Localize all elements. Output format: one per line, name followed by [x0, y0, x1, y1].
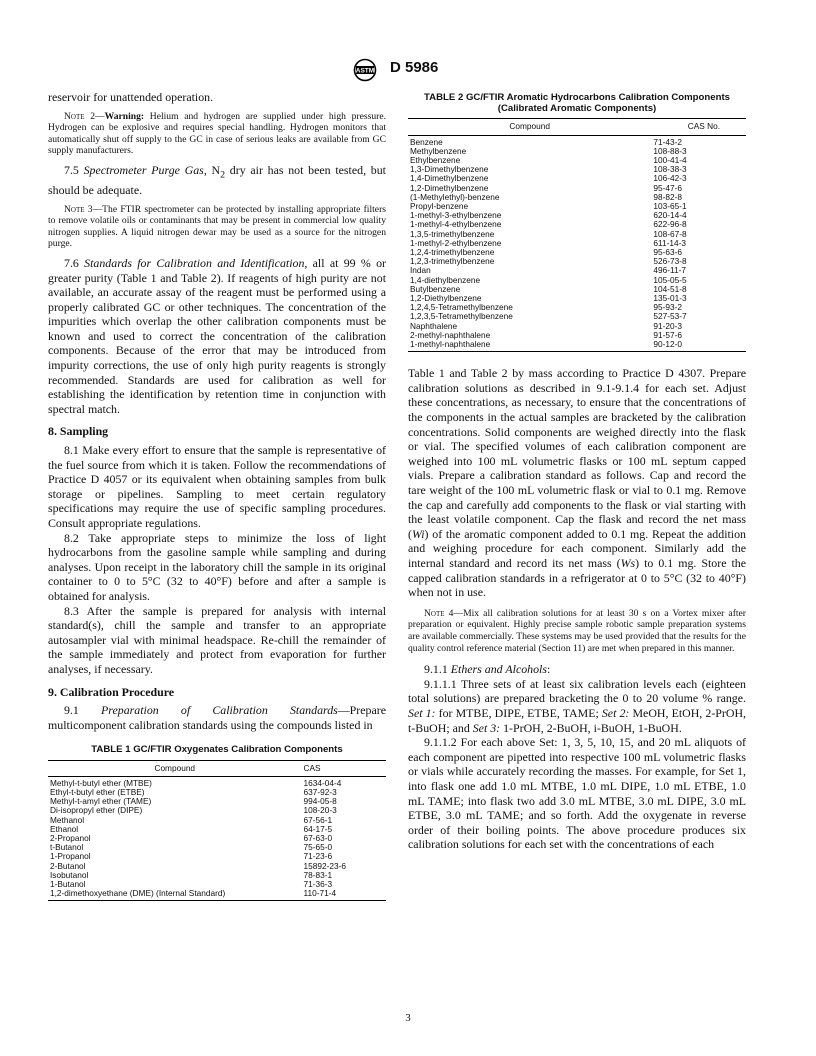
cell-compound: 1-Butanol	[50, 878, 86, 889]
section-text: —Prepare multicomponent calibration standards using the compounds listed in	[48, 703, 386, 732]
cell-compound: 2-methyl-naphthalene	[410, 329, 491, 340]
variable-ws: Ws	[620, 556, 636, 570]
table-body	[48, 776, 386, 901]
cell-cas: 1634-04-4	[303, 777, 342, 788]
section-number: 7.5	[64, 162, 79, 177]
section-text: , all at 99 % or greater purity (Table 1 and Table 2). If reagents of high purity are not available, an accurate assay of the reagent must be performed using a properly calibrated GC or other techniques. The concentration of the impurities which overlap the other calibration components must be known and used to correct the concentration of the calibration components. Because of the error that may be introduced from impurity corrections, the use of only high purity reagents is strongly recommended. Standards are used for calibration as well for establishing the identification by retention time in conjunction with spectral match.	[48, 255, 386, 416]
cell-cas: 64-17-5	[303, 823, 333, 834]
cell-compound: 1-methyl-3-ethylbenzene	[410, 210, 502, 221]
cell-compound: 1,2-Diethylbenzene	[410, 293, 482, 304]
section-title: Preparation of Calibration Standards	[101, 703, 338, 718]
cell-compound: 1,2,4,5-Tetramethylbenzene	[410, 302, 513, 313]
section-7-5	[48, 163, 386, 198]
cell-compound: 2-Propanol	[50, 832, 91, 843]
cell-cas: 108-67-8	[653, 228, 687, 239]
cell-compound: Methanol	[50, 814, 85, 825]
cell-compound: Benzene	[410, 136, 443, 147]
table-2	[408, 92, 746, 352]
set-label: Set 3:	[472, 720, 501, 735]
cell-compound: Butylbenzene	[410, 283, 461, 294]
cell-cas: 91-20-3	[653, 320, 682, 331]
cell-cas: 90-12-0	[651, 340, 746, 352]
cell-cas: 71-36-3	[303, 878, 333, 889]
cell-cas: 994-05-8	[303, 796, 337, 807]
table-row	[48, 816, 386, 825]
table-row	[48, 825, 386, 834]
section-text: , N	[203, 162, 221, 177]
section-number: 7.6	[64, 255, 79, 270]
cell-compound: Ethanol	[50, 823, 79, 834]
cell-compound: Methyl-t-amyl ether (TAME)	[50, 796, 152, 807]
cell-compound: 1-methyl-naphthalene	[408, 340, 651, 352]
table-row	[48, 806, 386, 815]
table-row	[48, 871, 386, 880]
paragraph: reservoir for unattended operation.	[48, 90, 214, 104]
section-title: Spectrometer Purge Gas	[83, 162, 204, 177]
cell-cas: 95-47-6	[653, 182, 682, 193]
document-number: D 5986	[390, 59, 439, 76]
table-row	[408, 312, 746, 321]
cell-cas: 95-63-6	[653, 247, 682, 258]
cell-compound: 1,4-Dimethylbenzene	[410, 173, 489, 184]
section-number: 9.1.1	[424, 662, 448, 677]
left-column	[48, 90, 386, 901]
note-2: Note 2—Warning: Helium and hydrogen are supplied under high pressure. Hydrogen can be explosive and requires special handling. Hydrogen monitors that automatically shut off supply to the GC in case of serious leaks are available from GC supply manufacturers.	[48, 110, 386, 157]
section-title: Standards for Calibration and Identification	[84, 255, 305, 270]
cell-compound: 1-Propanol	[50, 851, 91, 862]
cell-compound: 1,3,5-trimethylbenzene	[410, 228, 495, 239]
note-text: Mix all calibration solutions for at least 30 s on a Vortex mixer after preparation or equivalent. Highly precise sample robotic sample preparation systems are available commercially. These systems may be used provided that the results for the quality control reference material (Section 11) are met when prepared in this manner.	[408, 607, 747, 654]
cell-cas: 71-43-2	[653, 136, 682, 147]
heading-calibration-procedure: 9. Calibration Procedure	[48, 684, 175, 699]
cell-compound: t-Butanol	[50, 842, 84, 853]
variable-wi: Wi	[411, 526, 425, 541]
cell-cas: 110-71-4	[302, 889, 387, 901]
section-number: 9.1	[64, 703, 79, 718]
cell-cas: 620-14-4	[653, 210, 687, 221]
column-header-compound: Compound	[48, 760, 302, 776]
cell-compound: Methylbenzene	[410, 145, 467, 156]
section-text: for MTBE, DIPE, ETBE, TAME;	[435, 705, 602, 720]
column-header-compound: Compound	[408, 119, 651, 135]
cell-compound: 1,3-Dimethylbenzene	[410, 164, 489, 175]
section-9-1	[48, 703, 386, 732]
note-label: Note 4	[424, 607, 454, 619]
section-7-6	[48, 256, 386, 417]
section-9-1-1-1	[408, 677, 746, 735]
table-body	[408, 135, 746, 352]
cell-cas: 75-65-0	[303, 842, 333, 853]
cell-compound: Ethylbenzene	[410, 155, 461, 166]
cell-cas: 104-51-8	[653, 283, 687, 294]
table-header-row	[48, 760, 386, 776]
cell-cas: 135-01-3	[653, 293, 687, 304]
cell-compound: 1,2,4-trimethylbenzene	[410, 247, 495, 258]
subscript: 2	[220, 169, 226, 181]
cell-compound: (1-Methylethyl)-benzene	[410, 191, 500, 202]
cell-cas: 622-96-8	[653, 219, 687, 230]
cell-compound: Methyl-t-butyl ether (MTBE)	[50, 777, 152, 788]
table-header-row	[408, 119, 746, 135]
cell-cas: 100-41-4	[653, 155, 687, 166]
table-2-grid	[408, 118, 746, 352]
cell-cas: 78-83-1	[303, 869, 333, 880]
paragraph-text: ) of the aromatic component added to 0.1 mg. Repeat the addition and weighing procedure for each component. Similarly add the internal standard and record its net mass (	[408, 526, 746, 570]
cell-compound: 2-Butanol	[50, 860, 86, 871]
cell-compound: 1,2-Dimethylbenzene	[410, 182, 489, 193]
cell-compound: Propyl-benzene	[410, 201, 469, 212]
note-text: The FTIR spectrometer can be protected by installing appropriate filters to remove volatile oils or contaminants that may be present in commercial low quality nitrogen supplies. A liquid nitrogen dewar may be used as a source for the nitrogen purge.	[48, 203, 386, 250]
cell-compound: Naphthalene	[410, 320, 458, 331]
cell-cas: 105-05-5	[653, 274, 687, 285]
page-number: 3	[405, 1012, 411, 1024]
table-1	[48, 744, 386, 901]
table-row	[48, 843, 386, 852]
cell-compound: 1,2,3,5-Tetramethylbenzene	[410, 311, 513, 322]
cell-compound: 1,2,3-trimethylbenzene	[410, 256, 495, 267]
section-text: 9.1.1.1 Three sets of at least six calibration levels each (eighteen total solutions) are prepared bracketing the 0 to 20 volume % range.	[408, 676, 746, 706]
section-text: MeOH, EtOH, 2-PrOH, t-BuOH; and	[408, 705, 746, 735]
section-text: dry air has not been tested, but should be adequate.	[48, 162, 386, 197]
astm-logo-icon	[352, 58, 378, 82]
note-3: Note 3—The FTIR spectrometer can be protected by installing appropriate filters to remove volatile oils or contaminants that may be present in commercial low quality nitrogen supplies. A liquid nitrogen dewar may be used as a source for the nitrogen purge.	[48, 203, 386, 250]
cell-cas: 611-14-3	[653, 237, 686, 248]
section-9-1-1-2: 9.1.1.2 For each above Set: 1, 3, 5, 10, 15, and 20 mL aliquots of each component are pipetted into respective 100 mL volumetric flasks or vials while accurately recording the masses. For example, for Set 1, into flask one add 1.0 mL MTBE, 1.0 mL DIPE, 1.0 mL ETBE, 1.0 mL TAME; into flask two add 3.0 mL MTBE, 3.0 mL DIPE, 3.0 mL ETBE, 3.0 mL TAME; and so forth. Add the oxygenate in reverse order of their boiling points. The above procedure produces six calibration solutions for each set with the concentrations of each	[408, 735, 746, 852]
column-header-cas: CAS	[302, 760, 387, 776]
table-row	[48, 834, 386, 843]
cell-cas: 637-92-3	[303, 786, 337, 797]
cell-cas: 527-53-7	[653, 311, 687, 322]
heading-sampling: 8. Sampling	[48, 424, 109, 439]
paragraph-text: ) to 0.1 mg. Store the capped calibration standards in a refrigerator at 0 to 5°C (32 to 40°F) when not in use.	[408, 556, 746, 600]
right-column	[408, 92, 746, 852]
section-8-3: 8.3 After the sample is prepared for analysis with internal standard(s), chill the sample and transfer to an appropriate autosampler vial with minimal headspace. Re-chill the remainder of the sample immediately and protect from evaporation for further analyses, if necessary.	[48, 603, 386, 676]
paragraph-continued	[408, 366, 746, 600]
table-row	[408, 340, 746, 352]
cell-cas: 108-88-3	[653, 145, 687, 156]
section-title: Ethers and Alcohols	[450, 662, 547, 677]
cell-cas: 98-82-8	[653, 191, 682, 202]
cell-compound: Indan	[410, 265, 431, 276]
table-row	[408, 257, 746, 266]
set-label: Set 2:	[601, 705, 630, 720]
paragraph-text: Table 1 and Table 2 by mass according to Practice D 4307. Prepare calibration solutions as described in 9.1-9.1.4 for each set. Adjust these concentrations, as necessary, to ensure that the concentrations of the components in the actual samples are bracketed by the calibration concentrations. Solid components are weighed directly into the flask or vial. The specified volumes of each calibration component are weighed into 100 mL volumetric flasks or 100 mL septum capped vials. Prepare a calibration standard as follows. Cap and record the tare weight of the 100 mL volumetric flask or vial to 0.1 mg. Remove the cap and carefully add components to the flask or vial starting with the least volatile component. Cap the flask and record the net mass (	[408, 366, 746, 541]
svg-text:ASTM: ASTM	[355, 67, 375, 75]
cell-compound: Ethyl-t-butyl ether (ETBE)	[50, 786, 145, 797]
cell-compound: 1,4-diethylbenzene	[410, 274, 481, 285]
table-row	[48, 862, 386, 871]
cell-cas: 526-73-8	[653, 256, 687, 267]
section-text: 1-PrOH, 2-BuOH, i-BuOH, 1-BuOH.	[500, 720, 682, 735]
warning-label: Warning:	[104, 110, 145, 122]
section-text: :	[547, 662, 551, 677]
cell-cas: 91-57-6	[653, 329, 682, 340]
cell-compound: Di-isopropyl ether (DIPE)	[50, 805, 143, 816]
cell-cas: 67-56-1	[303, 814, 333, 825]
page-header	[0, 58, 816, 84]
set-label: Set 1:	[408, 705, 436, 720]
note-label: Note 3	[64, 203, 93, 215]
note-4: Note 4—Mix all calibration solutions for at least 30 s on a Vortex mixer after preparation or equivalent. Highly precise sample robotic sample preparation systems are available commercially. These systems may be used provided that the results for the quality control reference material (Section 11) are met when prepared in this manner.	[408, 607, 747, 654]
note-label: Note 2	[64, 110, 96, 122]
cell-cas: 108-20-3	[303, 805, 337, 816]
table-caption: TABLE 1 GC/FTIR Oxygenates Calibration Components	[91, 744, 343, 756]
cell-cas: 95-93-2	[653, 302, 682, 313]
cell-cas: 106-42-3	[653, 173, 687, 184]
section-8-1: 8.1 Make every effort to ensure that the sample is representative of the fuel source from which it is taken. Follow the recommendations of Practice D 4057 or its equivalent when obtaining samples from bulk storage or pipelines. Sampling to meet certain regulatory specifications may require the use of specific sampling procedures. Consult appropriate regulations.	[48, 443, 386, 530]
section-8-2: 8.2 Take appropriate steps to minimize the loss of light hydrocarbons from the gasoline sample while sampling and during analyses. Upon receipt in the laboratory chill the sample in its original container to 0 to 5°C (32 to 40°F) before and after a sample is obtained for analysis.	[48, 530, 386, 603]
cell-cas: 67-63-0	[303, 832, 333, 843]
cell-cas: 71-23-6	[303, 851, 333, 862]
section-9-1-1	[408, 662, 746, 677]
cell-compound: 1-methyl-2-ethylbenzene	[410, 237, 502, 248]
cell-compound: 1-methyl-4-ethylbenzene	[410, 219, 502, 230]
table-caption: TABLE 2 GC/FTIR Aromatic Hydrocarbons Calibration Components (Calibrated Aromatic Components)	[424, 92, 730, 115]
note-text: Helium and hydrogen are supplied under high pressure. Hydrogen can be explosive and requires special handling. Hydrogen monitors that automatically shut off supply to the GC in case of serious leaks are available from GC supply manufacturers.	[48, 110, 386, 157]
table-1-grid	[48, 760, 386, 902]
cell-cas: 496-11-7	[653, 265, 686, 276]
cell-cas: 103-65-1	[653, 201, 687, 212]
column-header-cas: CAS No.	[651, 119, 746, 135]
cell-cas: 15892-23-6	[303, 860, 346, 871]
table-row	[48, 889, 386, 901]
cell-cas: 108-38-3	[653, 164, 687, 175]
cell-compound: 1,2-dimethoxyethane (DME) (Internal Standard)	[48, 889, 302, 901]
cell-compound: Isobutanol	[50, 869, 89, 880]
